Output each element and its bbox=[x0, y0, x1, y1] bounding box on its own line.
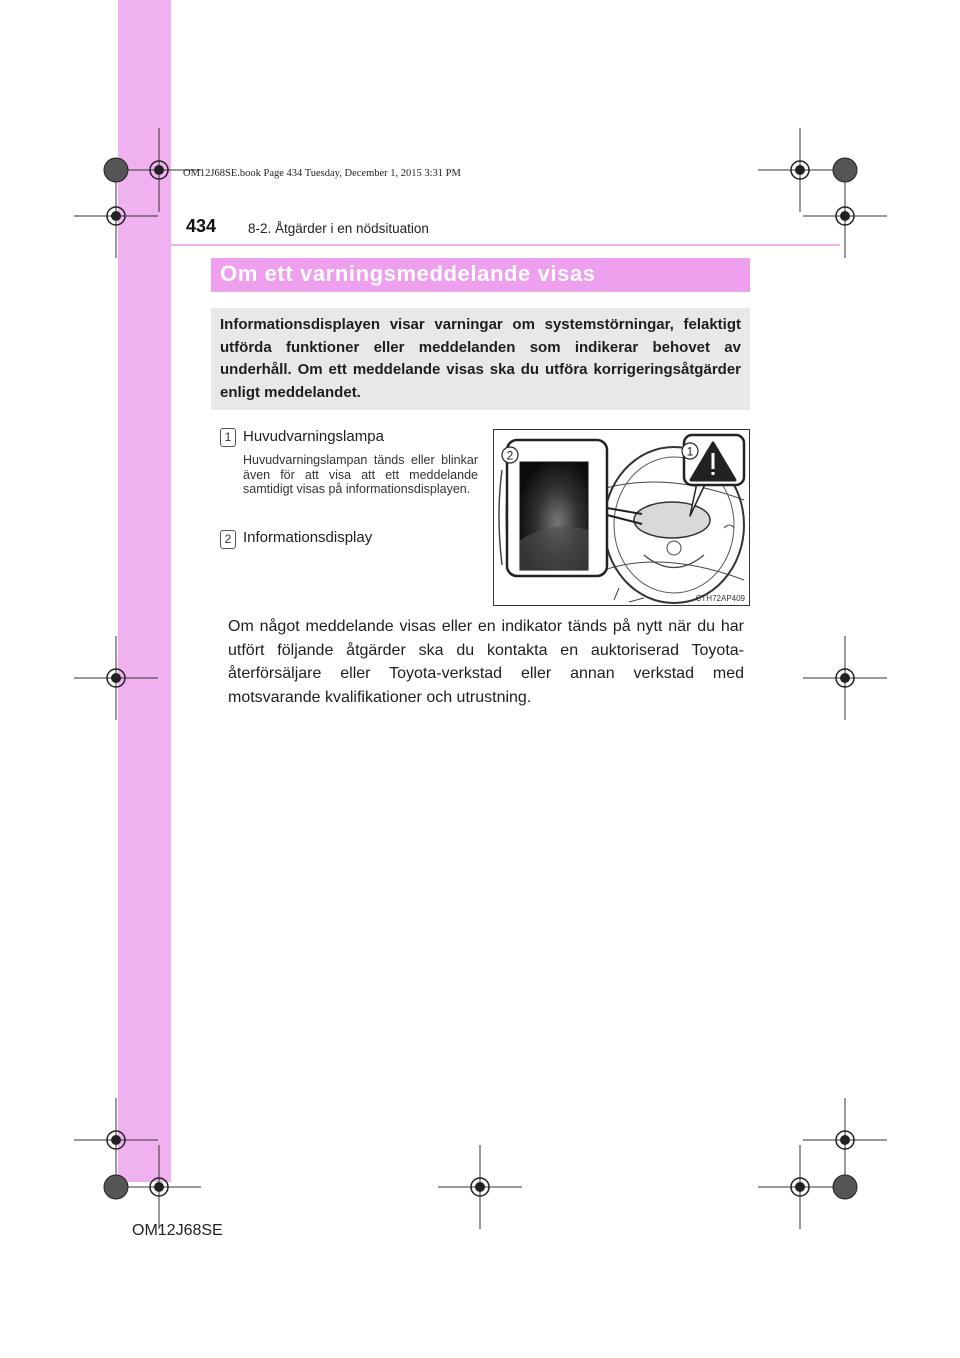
reg-mark-br bbox=[758, 1145, 842, 1229]
reg-mark-l-mid bbox=[74, 636, 158, 720]
sun-mark-br bbox=[833, 1175, 857, 1199]
item-number-2: 2 bbox=[220, 530, 236, 549]
running-head: 8-2. Åtgärder i en nödsituation bbox=[248, 221, 429, 236]
reg-mark-bl bbox=[117, 1145, 201, 1229]
item-description-1: Huvudvarningslampan tänds eller blinkar även för att visa att ett meddelande samtidigt visas på informationsdisplayen. bbox=[243, 453, 478, 496]
item-title-2: Informationsdisplay bbox=[243, 529, 373, 546]
figure-code: CTH72AP409 bbox=[695, 594, 745, 603]
item-number-1: 1 bbox=[220, 428, 236, 447]
footer-code: OM12J68SE bbox=[132, 1222, 223, 1239]
header-rule bbox=[118, 244, 840, 246]
sun-mark-tl bbox=[104, 158, 128, 182]
item-title-1: Huvudvarningslampa bbox=[243, 428, 384, 445]
page-number: 434 bbox=[186, 216, 217, 236]
dashboard-illustration bbox=[494, 430, 749, 605]
reg-mark-tr bbox=[758, 128, 842, 212]
reg-mark-r-bot bbox=[803, 1098, 887, 1182]
reg-mark-bc bbox=[438, 1145, 522, 1229]
reg-mark-l-bot bbox=[74, 1098, 158, 1182]
sun-mark-bl bbox=[104, 1175, 128, 1199]
callout-1-label: 1 bbox=[686, 444, 694, 459]
book-info: OM12J68SE.book Page 434 Tuesday, December 1, 2015 3:31 PM bbox=[183, 168, 461, 179]
reg-mark-r-mid bbox=[803, 636, 887, 720]
section-title: Om ett varningsmeddelande visas bbox=[220, 261, 596, 286]
callout-2-label: 2 bbox=[506, 448, 514, 463]
sun-mark-tr bbox=[833, 158, 857, 182]
section-title-bar bbox=[211, 258, 750, 292]
intro-text: Informationsdisplayen visar varningar om systemstörningar, felaktigt utförda funktioner eller meddelanden som indikerar behovet av underhåll. Om ett meddelande visas ska du utföra korrigeringsåtgärder enligt meddelandet. bbox=[220, 316, 741, 401]
intro-box bbox=[211, 308, 750, 410]
body-text: Om något meddelande visas eller en indikator tänds på nytt när du har utfört följande åtgärder ska du kontakta en auktoriserad Toyota-återförsäljare eller Toyota-verkstad eller annan verkstad med motsvarande kvalifikationer och utrustning. bbox=[228, 618, 744, 706]
dashboard-figure bbox=[493, 429, 750, 606]
